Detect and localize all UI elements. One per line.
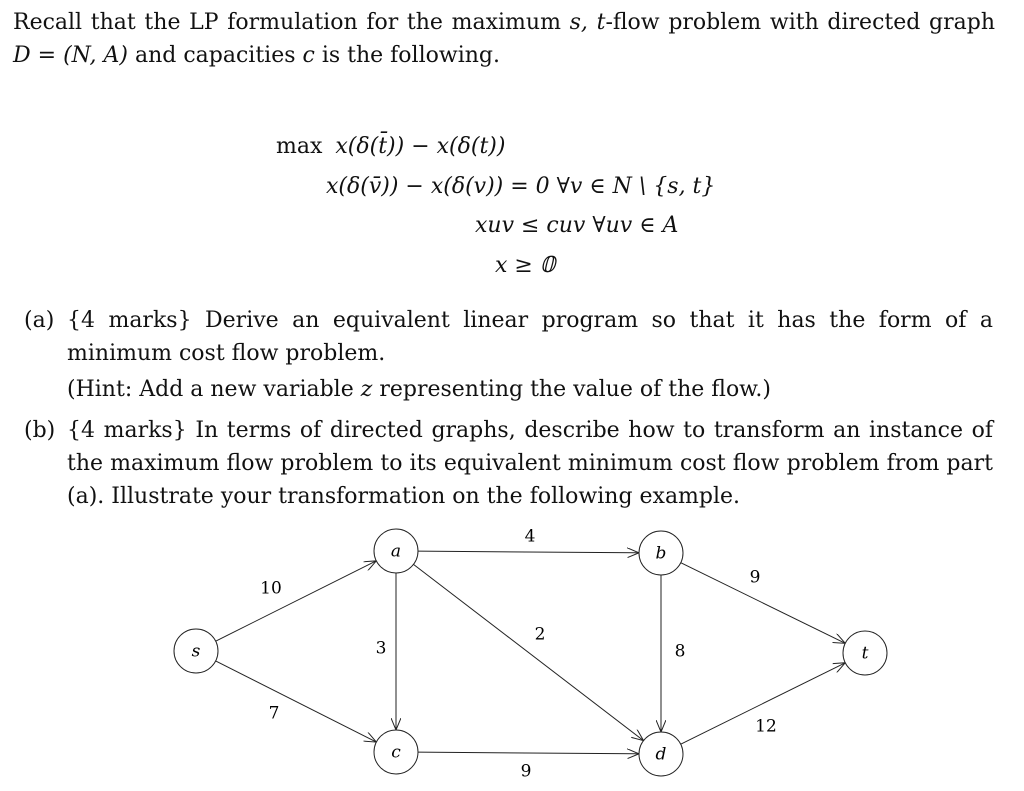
node-s: [174, 629, 218, 673]
part-b-label: (b): [24, 418, 56, 443]
edge-capacity-a-d: 2: [534, 624, 546, 645]
part-a-label: (a): [24, 308, 55, 333]
node-d: [639, 732, 683, 776]
lp-constraint-capacity: xuv ≤ cuv ∀uv ∈ A: [475, 213, 679, 238]
node-label-c: c: [391, 742, 401, 763]
intro-na-math: (N, A): [63, 43, 128, 68]
node-c: [374, 730, 418, 774]
lp-objective: x(δ(t̄)) − x(δ(t)): [335, 134, 506, 159]
intro-text-3: and capacities: [127, 43, 303, 68]
edge-capacity-d-t: 12: [755, 716, 777, 737]
intro-text-2: -flow problem with directed graph: [605, 10, 995, 35]
edge-capacity-s-a: 10: [260, 578, 282, 599]
intro-st-math: s, t: [569, 10, 606, 35]
node-label-s: s: [191, 641, 201, 662]
lp-constraint-nonnegativity: x ≥ 𝟘: [495, 253, 556, 278]
part-a-text: {4 marks} Derive an equivalent linear program so that it has the form of a minimum cost flow problem.: [67, 308, 993, 366]
edge-a-b: [418, 551, 639, 553]
edge-s-a: [216, 561, 377, 641]
node-label-b: b: [655, 543, 667, 564]
hint-text-2: representing the value of the flow.): [372, 377, 771, 402]
edge-s-c: [216, 661, 377, 742]
edge-capacity-b-d: 8: [674, 641, 686, 662]
intro-c-math: c: [302, 43, 315, 68]
node-a: [374, 529, 418, 573]
node-label-t: t: [861, 643, 869, 664]
lp-constraint-flow-conservation: x(δ(v̄)) − x(δ(v)) = 0 ∀v ∈ N \ {s, t}: [326, 174, 716, 199]
node-label-d: d: [655, 744, 667, 765]
lp-max-keyword: max: [276, 134, 323, 159]
node-label-a: a: [390, 541, 402, 562]
edge-capacity-s-c: 7: [268, 703, 280, 724]
intro-text-4: is the following.: [314, 43, 500, 68]
edge-capacity-a-b: 4: [524, 526, 536, 547]
hint-variable-z: z: [360, 377, 373, 402]
edge-capacity-a-c: 3: [375, 638, 387, 659]
hint-text-1: (Hint: Add a new variable: [67, 377, 361, 402]
node-b: [639, 531, 683, 575]
edge-c-d: [418, 752, 639, 754]
part-b-text: {4 marks} In terms of directed graphs, describe how to transform an instance of the maximum flow problem to its equivalent minimum cost flow problem from part (a). Illustrate your transformation on the following example.: [67, 418, 993, 509]
intro-d-math: D =: [13, 43, 57, 68]
intro-text-1: Recall that the LP formulation for the maximum: [13, 10, 570, 35]
edge-a-d: [413, 564, 643, 740]
edge-capacity-b-t: 9: [749, 567, 761, 588]
edge-capacity-c-d: 9: [520, 761, 532, 782]
node-t: [843, 631, 887, 675]
edge-b-t: [681, 563, 845, 644]
